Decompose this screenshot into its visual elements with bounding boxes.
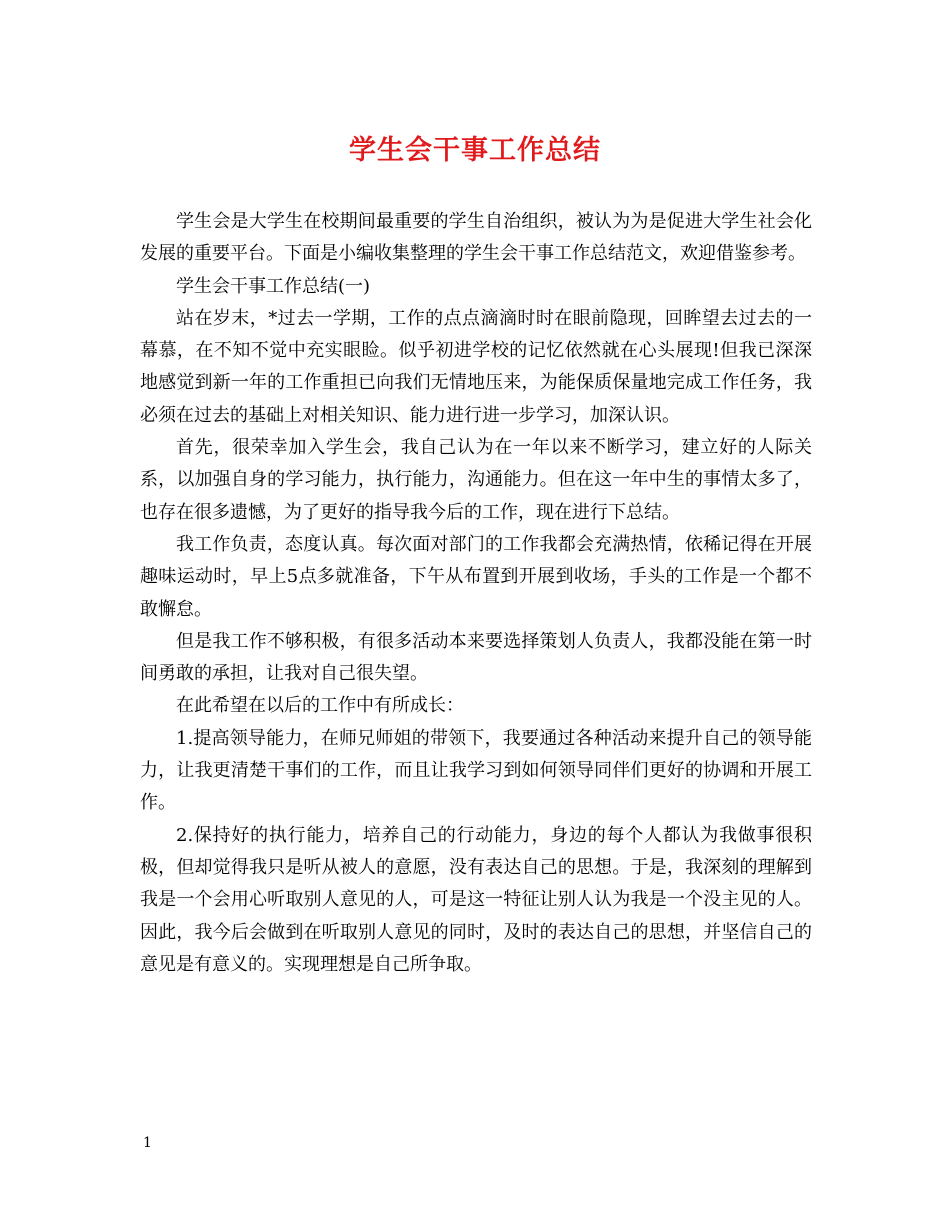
paragraph: 我工作负责，态度认真。每次面对部门的工作我都会充满热情，依稀记得在开展趣味运动时，早上5点多就准备，下午从布置到开展到收场，手头的工作是一个都不敢懈怠。 [140, 533, 812, 620]
document-title: 学生会干事工作总结 [349, 135, 601, 166]
paragraph: 首先，很荣幸加入学生会，我自己认为在一年以来不断学习，建立好的人际关系，以加强自身的学习能力，执行能力，沟通能力。但在这一年中生的事情太多了，也存在很多遗憾，为了更好的指导我今后的工作，现在进行下总结。 [140, 437, 812, 523]
list-item: 1.提高领导能力，在师兄师姐的带领下，我要通过各种活动来提升自己的领导能力，让我更清楚干事们的工作，而且让我学习到如何领导同伴们更好的协调和开展工作。 [140, 727, 812, 814]
page-number: 1 [143, 1135, 152, 1151]
paragraph: 在此希望在以后的工作中有所成长： [176, 695, 464, 717]
paragraph-subtitle: 学生会干事工作总结(一) [176, 275, 371, 297]
document-body [140, 206, 812, 981]
paragraph-intro: 学生会是大学生在校期间最重要的学生自治组织，被认为为是促进大学生社会化发展的重要平台。下面是小编收集整理的学生会干事工作总结范文，欢迎借鉴参考。 [140, 211, 812, 265]
paragraph: 但是我工作不够积极，有很多活动本来要选择策划人负责人，我都没能在第一时间勇敢的承担，让我对自己很失望。 [140, 630, 812, 685]
paragraph: 站在岁末，*过去一学期，工作的点点滴滴时时在眼前隐现，回眸望去过去的一幕慕，在不知不觉中充实眼睑。似乎初进学校的记忆依然就在心头展现!但我已深深地感觉到新一年的工作重担已向我们无情地压来，为能保质保量地完成工作任务，我必须在过去的基础上对相关知识、能力进行进一步学习，加深认识。 [140, 307, 812, 426]
list-item: 2.保持好的执行能力，培养自己的行动能力，身边的每个人都认为我做事很积极，但却觉得我只是听从被人的意愿，没有表达自己的思想。于是，我深刻的理解到我是一个会用心听取别人意见的人，可是这一特征让别人认为我是一个没主见的人。因此，我今后会做到在听取别人意见的同时，及时的表达自己的思想，并坚信自己的意见是有意义的。实现理想是自己所争取。 [140, 824, 812, 975]
